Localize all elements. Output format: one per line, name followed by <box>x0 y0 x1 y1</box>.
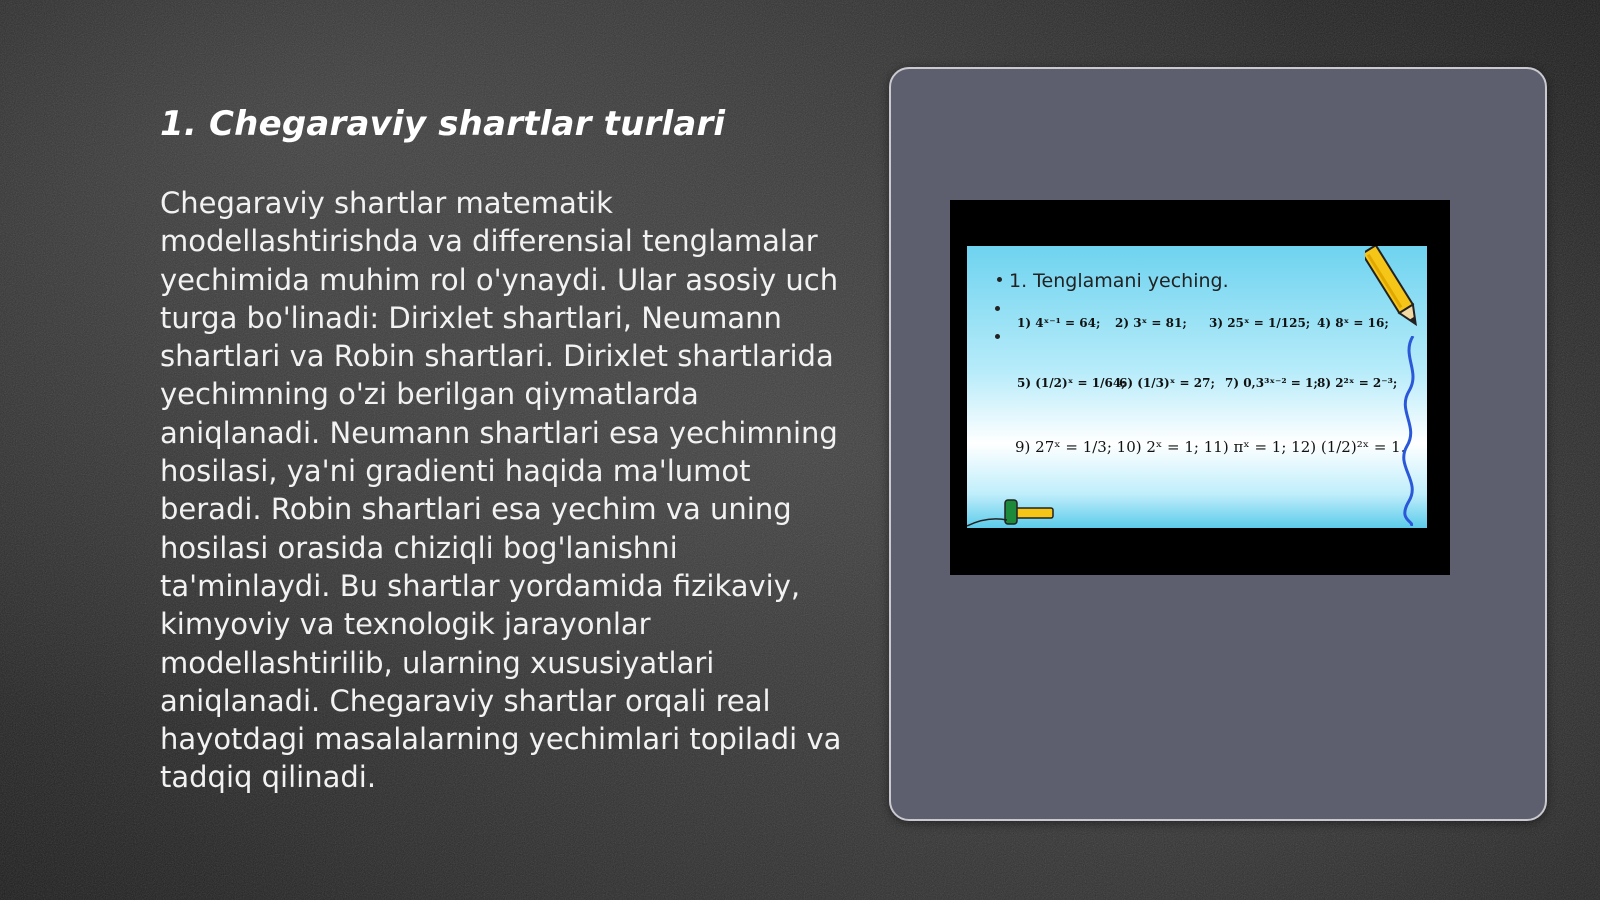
equation-6: 6) (1/3)ˣ = 27; <box>1119 376 1215 390</box>
slide-paragraph: Chegaraviy shartlar matematik modellashtirishda va differensial tenglamalar yechimida muhim rol o'ynaydi. Ular asosiy uch turga bo'linadi: Dirixlet shartlari, Neumann shartlari va Robin shartlari. Dirixlet shartlarida yechimning o'zi berilgan qiymatlarda aniqlanadi. Neumann shartlari esa yechimning hosilasi, ya'ni gradienti haqida ma'lumot beradi. Robin shartlari esa yechim va uning hosilasi orasida chiziqli bog'lanishni ta'minlaydi. Bu shartlar yordamida fizikaviy, kimyoviy va texnologik jarayonlar modellashtirilib, ularning xususiyatlari aniqlanadi. Chegaraviy shartlar orqali real hayotdagi masalalarning yechimlari topiladi va tadqiq qilinadi. <box>160 186 842 795</box>
equation-8: 8) 2²ˣ = 2⁻³; <box>1317 376 1398 390</box>
squiggle-decoration <box>1399 336 1423 526</box>
bullet-dot <box>995 306 1000 311</box>
crayon-icon <box>967 498 1067 528</box>
equation-image-content <box>967 246 1427 528</box>
equation-4: 4) 8ˣ = 16; <box>1317 316 1389 330</box>
equation-7: 7) 0,3³ˣ⁻² = 1; <box>1225 376 1318 390</box>
bullet-dot <box>995 334 1000 339</box>
image-heading: 1. Tenglamani yeching. <box>1009 270 1229 292</box>
equation-2: 2) 3ˣ = 81; <box>1115 316 1187 330</box>
slide-title: 1. Chegaraviy shartlar turlari <box>160 104 726 144</box>
equation-row-3: 9) 27ˣ = 1/3; 10) 2ˣ = 1; 11) πˣ = 1; 12) (1/2)²ˣ = 1. <box>1015 438 1406 456</box>
equation-3: 3) 25ˣ = 1/125; <box>1209 316 1311 330</box>
equation-1: 1) 4ˣ⁻¹ = 64; <box>1017 316 1101 330</box>
equation-5: 5) (1/2)ˣ = 1/64; <box>1017 376 1126 390</box>
pencil-icon <box>1365 246 1425 336</box>
equation-image <box>950 200 1450 575</box>
bullet-dot <box>997 277 1002 282</box>
